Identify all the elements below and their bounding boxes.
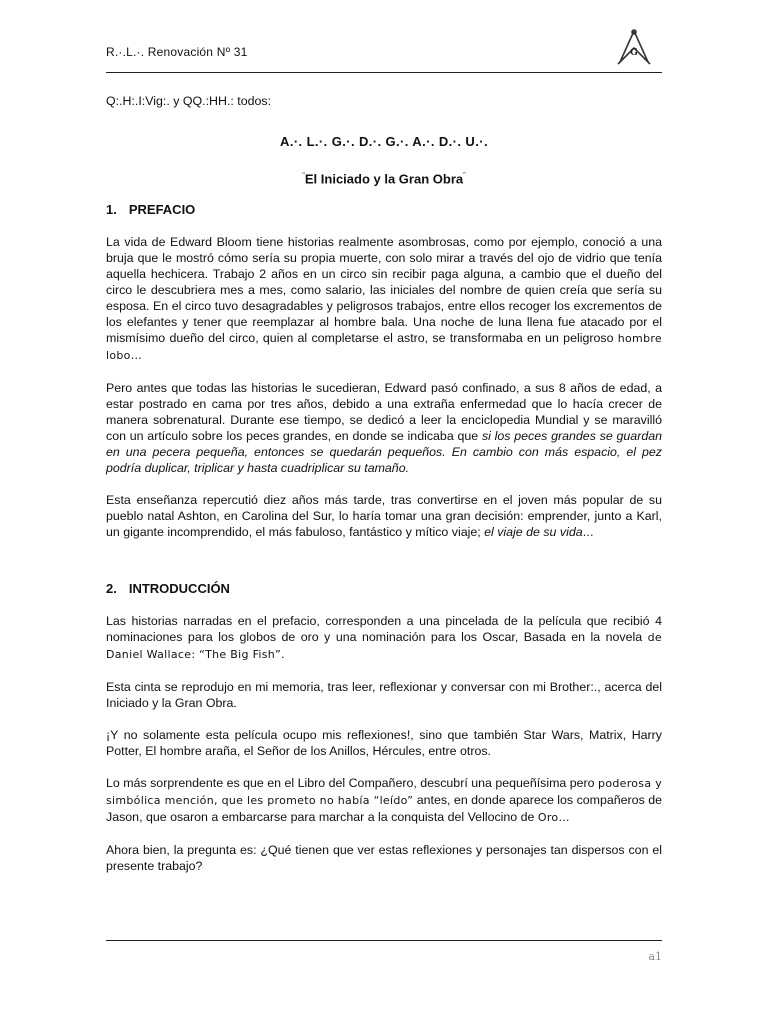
section-heading-prefacio xyxy=(106,202,662,218)
square-and-compass-g-icon xyxy=(612,28,656,68)
section-title: INTRODUCCIÓN xyxy=(128,581,230,597)
greeting: Q:.H:.I:Vig:. y QQ.:HH.: todos: xyxy=(106,94,272,108)
header-rule xyxy=(106,72,662,73)
paragraph-ellipsis: … xyxy=(582,526,594,540)
section-number: 2. xyxy=(106,581,117,597)
introduccion-paragraph-1 xyxy=(106,613,662,663)
paragraph-text: Las historias narradas en el prefacio, corresponden a una pincelada de la película que recibió 4 nominaciones para los globos de oro y una nominación para los Oscar, Basada en la novela xyxy=(106,614,662,645)
title-open-quote: “ xyxy=(302,171,305,180)
document-body xyxy=(106,93,662,874)
title-close-quote: ” xyxy=(463,171,466,180)
introduccion-paragraph-4 xyxy=(106,775,662,826)
introduccion-paragraph-5: Ahora bien, la pregunta es: ¿Qué tienen que ver estas reflexiones y personajes tan dispersos con el presente trabajo? xyxy=(106,843,662,874)
prefacio-paragraph-3 xyxy=(106,492,662,541)
paragraph-text: Lo más sorprendente es que en el Libro del Compañero, descubrí una pequeñísima pero xyxy=(106,776,599,791)
paragraph-text-alt: hombre lobo… xyxy=(106,332,662,363)
paragraph-text: La vida de Edward Bloom tiene historias realmente asombrosas, como por ejemplo, conoció a una bruja que le mostró cómo sería su propia muerte, con solo mirar a través del ojo de vidrio que tenía aquella hechicera. Trabajo 2 años en un circo sin recibir paga alguna, a cambio que el dueño del circo le descubriera mes a mes, como salario, las iniciales del nombre de quien creía que sería su esposa. En el circo tuvo desagradables y peligrosos trabajos, entre ellos recoger los excrementos de los elefantes y tener que reemplazar al hombre bala. Una noche de luna llena fue atacado por el mismísimo dueño del circo, quien al completarse el astro, se transformaba en un peligroso xyxy=(106,235,662,346)
lodge-name: R.·.L.·. Renovación Nº 31 xyxy=(106,45,248,59)
introduccion-paragraph-2: Esta cinta se reprodujo en mi memoria, tras leer, reflexionar y conversar con mi Brother:., acerca del Iniciado y la Gran Obra. xyxy=(106,680,662,711)
logo-letter: G xyxy=(630,47,638,58)
paragraph-italic: si los peces grandes se guardan en una pecera pequeña, entonces se quedarán pequeños. En cambio con más espacio, el pez podría duplicar, triplicar y hasta cuadriplicar su tamaño. xyxy=(106,429,662,476)
ritual-abbreviation: A.·. L.·. G.·. D.·. G.·. A.·. D.·. U.·. xyxy=(280,134,488,149)
title-text: El Iniciado y la Gran Obra xyxy=(304,171,464,187)
footer-rule xyxy=(106,940,662,941)
document-title xyxy=(106,168,662,187)
paragraph-text: Esta enseñanza repercutió diez años más tarde, tras convertirse en el joven más popular de su pueblo natal Ashton, en Carolina del Sur, lo haría tomar una gran decisión: emprender, junto a Karl, un gigante incomprendido, el más fabuloso, fantástico y mítico viaje; xyxy=(106,493,662,540)
paragraph-text: antes, en donde aparece los compañeros de Jason, que osaron a embarcarse para marchar a la conquista del Vellocino de xyxy=(106,793,662,825)
page-header xyxy=(106,40,662,72)
section-heading-introduccion xyxy=(106,581,662,597)
prefacio-paragraph-2 xyxy=(106,380,662,476)
paragraph-text-alt: Oro… xyxy=(537,811,570,825)
section-title: PREFACIO xyxy=(128,202,196,218)
paragraph-text-alt: poderosa y simbólica mención, que les prometo no había “leído” xyxy=(106,777,662,808)
section-number: 1. xyxy=(106,202,117,218)
page-number: a1 xyxy=(648,950,662,963)
paragraph-text-alt: de Daniel Wallace: “The Big Fish”. xyxy=(106,631,662,662)
paragraph-italic: el viaje de su vida xyxy=(484,525,583,540)
paragraph-text: Pero antes que todas las historias le sucedieran, Edward pasó confinado, a sus 8 años de edad, a estar postrado en cama por tres años, debido a una extraña enfermedad que lo hacía crecer de manera sobrenatural. Durante ese tiempo, se dedicó a leer la enciclopedia Mundial y se maravilló con un artículo sobre los peces grandes, en donde se indicaba que xyxy=(106,381,662,444)
prefacio-paragraph-1 xyxy=(106,234,662,364)
introduccion-paragraph-3: ¡Y no solamente esta película ocupo mis reflexiones!, sino que también Star Wars, Matrix, Harry Potter, El hombre araña, el Señor de los Anillos, Hércules, entre otros. xyxy=(106,728,662,759)
